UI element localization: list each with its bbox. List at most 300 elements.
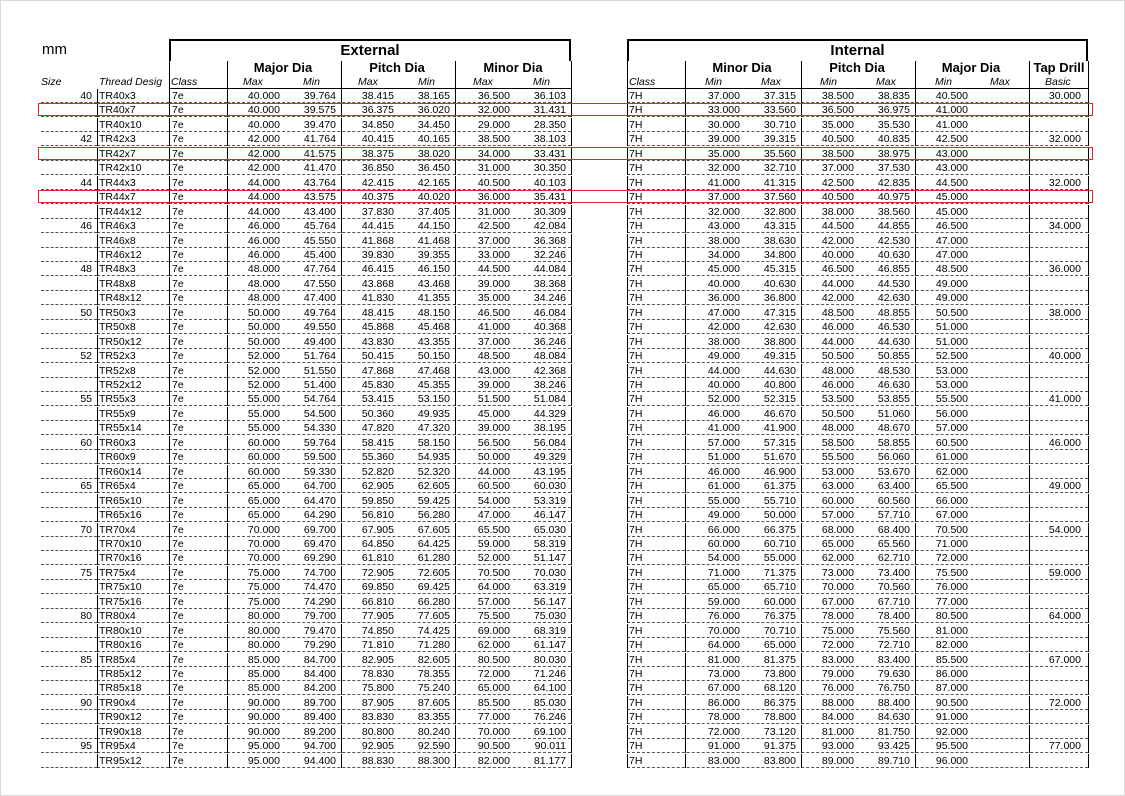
ext-pitch-max-cell: 46.415 xyxy=(361,263,394,276)
ext-major-min-cell: 54.500 xyxy=(303,407,336,420)
ext-major-max-cell: 60.000 xyxy=(247,436,280,449)
int-major-max-cell xyxy=(971,262,1024,276)
ext-major-min-subheader: Min xyxy=(303,76,320,88)
int-minor-min-cell: 73.000 xyxy=(707,668,740,680)
ext-pitch-min-cell: 52.320 xyxy=(417,465,450,478)
ext-major-min-cell: 64.700 xyxy=(303,480,336,493)
size-cell: 48 xyxy=(80,263,92,276)
int-pitch-max-cell: 40.835 xyxy=(877,133,910,146)
ext-pitch-max-cell: 67.905 xyxy=(361,523,394,536)
int-pitch-min-cell: 60.000 xyxy=(821,494,854,507)
table-row xyxy=(1,566,1125,580)
ext-pitch-min-cell: 41.355 xyxy=(417,292,450,305)
ext-pitch-max-cell: 37.830 xyxy=(361,205,394,218)
int-pitch-min-cell: 58.500 xyxy=(821,436,854,449)
int-major-min-cell: 47.000 xyxy=(935,234,968,247)
tap-drill-cell xyxy=(1029,494,1081,508)
ext-minor-max-cell: 37.000 xyxy=(477,335,510,348)
thread-desig-cell: TR50x12 xyxy=(99,335,142,348)
size-cell xyxy=(41,667,92,681)
int-major-max-cell xyxy=(971,205,1024,219)
column-divider xyxy=(1088,335,1089,349)
ext-pitch-max-cell: 47.868 xyxy=(361,364,394,377)
int-minor-min-cell: 55.000 xyxy=(707,494,740,507)
ext-pitch-min-cell: 43.468 xyxy=(417,277,450,290)
int-major-min-cell: 67.000 xyxy=(935,509,968,522)
tap-drill-cell xyxy=(1029,407,1081,421)
tap-drill-cell xyxy=(1029,291,1081,305)
column-divider xyxy=(571,132,572,146)
size-cell xyxy=(41,537,92,551)
class-int-cell: 7H xyxy=(629,118,643,131)
ext-pitch-max-cell: 41.830 xyxy=(361,292,394,305)
thread-desig-cell: TR80x10 xyxy=(99,624,142,637)
column-divider xyxy=(1088,118,1089,132)
column-divider xyxy=(571,725,572,739)
ext-minor-min-cell: 40.103 xyxy=(533,176,566,189)
int-major-min-cell: 77.000 xyxy=(935,595,968,608)
ext-pitch-min-cell: 87.605 xyxy=(417,696,450,709)
ext-minor-min-cell: 61.147 xyxy=(533,639,566,652)
column-divider xyxy=(627,349,628,363)
int-pitch-min-cell: 55.500 xyxy=(821,451,854,464)
ext-major-min-cell: 45.764 xyxy=(303,220,336,233)
ext-major-max-cell: 85.000 xyxy=(247,653,280,666)
ext-minor-max-cell: 48.500 xyxy=(477,350,510,363)
tap-drill-cell xyxy=(1029,551,1081,565)
ext-major-min-cell: 89.200 xyxy=(303,725,336,738)
int-pitch-max-cell: 53.855 xyxy=(877,393,910,406)
ext-major-max-cell: 90.000 xyxy=(247,711,280,724)
class-int-cell: 7H xyxy=(629,537,643,550)
internal-title: Internal xyxy=(627,39,1088,61)
int-pitch-max-subheader: Max xyxy=(876,76,896,88)
int-major-max-cell xyxy=(971,320,1024,334)
column-divider xyxy=(571,277,572,291)
size-cell xyxy=(41,248,92,262)
size-cell xyxy=(41,291,92,305)
ext-minor-max-cell: 31.000 xyxy=(477,162,510,175)
ext-minor-max-cell: 82.000 xyxy=(477,754,510,767)
column-divider xyxy=(97,349,98,363)
ext-major-min-cell: 47.550 xyxy=(303,277,336,290)
ext-major-min-cell: 54.330 xyxy=(303,422,336,435)
int-minor-max-cell: 38.630 xyxy=(763,234,796,247)
int-major-max-cell xyxy=(971,335,1024,349)
ext-minor-max-cell: 52.000 xyxy=(477,552,510,565)
tap-drill-cell xyxy=(1029,508,1081,522)
int-major-max-cell xyxy=(971,479,1024,493)
tap-drill-cell: 59.000 xyxy=(1048,566,1081,579)
ext-pitch-max-cell: 36.850 xyxy=(361,162,394,175)
column-divider xyxy=(571,667,572,681)
ext-pitch-min-cell: 47.468 xyxy=(417,364,450,377)
column-divider xyxy=(627,378,628,392)
class-ext-cell: 7e xyxy=(172,104,184,117)
int-major-min-cell: 70.500 xyxy=(935,523,968,536)
ext-minor-max-cell: 72.000 xyxy=(477,668,510,680)
int-pitch-max-cell: 60.560 xyxy=(877,494,910,507)
size-cell xyxy=(41,277,92,291)
ext-pitch-max-cell: 47.820 xyxy=(361,422,394,435)
int-minor-max-cell: 32.710 xyxy=(763,162,796,175)
int-pitch-min-cell: 76.000 xyxy=(821,682,854,695)
thread-desig-cell: TR48x3 xyxy=(99,263,136,276)
thread-desig-cell: TR90x4 xyxy=(99,696,136,709)
class-int-cell: 7H xyxy=(629,624,643,637)
int-pitch-min-cell: 53.000 xyxy=(821,465,854,478)
ext-pitch-min-subheader: Min xyxy=(418,76,435,88)
table-row xyxy=(1,219,1125,233)
column-divider xyxy=(571,595,572,609)
int-major-max-cell xyxy=(971,465,1024,479)
column-divider xyxy=(1088,739,1089,753)
ext-minor-max-cell: 75.500 xyxy=(477,610,510,623)
column-divider xyxy=(1088,523,1089,537)
column-divider xyxy=(571,710,572,724)
ext-major-max-cell: 65.000 xyxy=(247,494,280,507)
column-divider xyxy=(169,523,170,537)
int-pitch-max-cell: 38.975 xyxy=(877,147,910,160)
column-divider xyxy=(627,580,628,594)
ext-major-max-cell: 48.000 xyxy=(247,277,280,290)
class-int-cell: 7H xyxy=(629,639,643,652)
ext-pitch-min-cell: 50.150 xyxy=(417,350,450,363)
int-major-min-cell: 51.000 xyxy=(935,321,968,334)
int-major-max-cell xyxy=(971,118,1024,132)
table-row xyxy=(1,118,1125,132)
int-minor-max-cell: 42.630 xyxy=(763,321,796,334)
column-divider xyxy=(627,624,628,638)
column-divider xyxy=(169,277,170,291)
ext-pitch-min-cell: 88.300 xyxy=(417,754,450,767)
class-ext-cell: 7e xyxy=(172,696,184,709)
column-divider xyxy=(97,739,98,753)
column-divider xyxy=(571,349,572,363)
int-major-max-cell xyxy=(971,248,1024,262)
column-divider xyxy=(1088,234,1089,248)
int-pitch-max-cell: 72.710 xyxy=(877,639,910,652)
tap-drill-cell: 40.000 xyxy=(1048,350,1081,363)
column-divider xyxy=(169,306,170,320)
int-major-max-cell xyxy=(971,176,1024,190)
int-minor-min-cell: 72.000 xyxy=(707,725,740,738)
ext-pitch-min-cell: 41.468 xyxy=(417,234,450,247)
ext-minor-min-cell: 75.030 xyxy=(533,610,566,623)
tap-drill-cell xyxy=(1029,248,1081,262)
int-pitch-max-cell: 53.670 xyxy=(877,465,910,478)
int-minor-max-cell: 36.800 xyxy=(763,292,796,305)
class-int-cell: 7H xyxy=(629,234,643,247)
int-minor-min-cell: 36.000 xyxy=(707,292,740,305)
int-minor-min-cell: 37.000 xyxy=(707,191,740,204)
ext-minor-max-cell: 34.000 xyxy=(477,147,510,160)
column-divider xyxy=(97,624,98,638)
int-minor-max-cell: 83.800 xyxy=(763,754,796,767)
int-minor-max-cell: 65.710 xyxy=(763,581,796,594)
thread-desig-cell: TR70x4 xyxy=(99,523,136,536)
column-divider xyxy=(169,537,170,551)
int-pitch-max-cell: 38.835 xyxy=(877,90,910,102)
table-row xyxy=(1,696,1125,710)
column-divider xyxy=(627,291,628,305)
table-row xyxy=(1,595,1125,609)
int-pitch-max-cell: 89.710 xyxy=(877,754,910,767)
ext-minor-min-cell: 42.084 xyxy=(533,220,566,233)
int-pitch-min-cell: 38.500 xyxy=(821,90,854,102)
ext-major-min-cell: 45.400 xyxy=(303,248,336,261)
ext-minor-max-cell: 36.000 xyxy=(477,191,510,204)
int-major-max-cell xyxy=(971,624,1024,638)
ext-minor-min-cell: 51.084 xyxy=(533,393,566,406)
ext-minor-max-cell: 37.000 xyxy=(477,234,510,247)
int-major-max-cell xyxy=(971,306,1024,320)
table-row xyxy=(1,739,1125,753)
int-pitch-max-cell: 62.710 xyxy=(877,552,910,565)
ext-major-max-cell: 80.000 xyxy=(247,610,280,623)
size-cell xyxy=(41,320,92,334)
int-major-max-cell xyxy=(971,696,1024,710)
column-divider xyxy=(571,609,572,623)
int-major-min-cell: 48.500 xyxy=(935,263,968,276)
int-pitch-min-subheader: Min xyxy=(820,76,837,88)
table-row xyxy=(1,378,1125,392)
column-divider xyxy=(97,320,98,334)
int-pitch-max-cell: 48.855 xyxy=(877,306,910,319)
int-minor-min-cell: 83.000 xyxy=(707,754,740,767)
thread-desig-cell: TR85x4 xyxy=(99,653,136,666)
ext-pitch-min-cell: 43.355 xyxy=(417,335,450,348)
ext-major-max-cell: 65.000 xyxy=(247,509,280,522)
ext-pitch-min-cell: 38.020 xyxy=(417,147,450,160)
int-minor-min-cell: 38.000 xyxy=(707,335,740,348)
thread-desig-cell: TR95x4 xyxy=(99,740,136,753)
int-major-min-cell: 71.000 xyxy=(935,537,968,550)
int-pitch-min-cell: 40.500 xyxy=(821,133,854,146)
int-major-max-cell xyxy=(971,595,1024,609)
ext-major-max-cell: 70.000 xyxy=(247,552,280,565)
thread-desig-cell: TR44x3 xyxy=(99,176,136,189)
int-pitch-max-cell: 63.400 xyxy=(877,480,910,493)
ext-minor-min-cell: 46.147 xyxy=(533,509,566,522)
ext-pitch-min-cell: 40.165 xyxy=(417,133,450,146)
int-major-min-cell: 53.000 xyxy=(935,364,968,377)
tap-drill-cell xyxy=(1029,118,1081,132)
column-divider xyxy=(627,537,628,551)
table-row xyxy=(1,248,1125,262)
tap-drill-cell: 38.000 xyxy=(1048,306,1081,319)
column-divider xyxy=(97,219,98,233)
int-major-min-cell: 75.500 xyxy=(935,566,968,579)
int-pitch-max-cell: 70.560 xyxy=(877,581,910,594)
table-row xyxy=(1,190,1125,204)
column-divider xyxy=(169,754,170,768)
ext-major-min-cell: 43.400 xyxy=(303,205,336,218)
int-pitch-min-cell: 48.000 xyxy=(821,422,854,435)
int-minor-max-cell: 81.375 xyxy=(763,653,796,666)
tap-drill-cell: 32.000 xyxy=(1048,133,1081,146)
ext-pitch-max-cell: 72.905 xyxy=(361,566,394,579)
class-ext-cell: 7e xyxy=(172,552,184,565)
column-divider xyxy=(571,176,572,190)
thread-desig-cell: TR95x12 xyxy=(99,754,142,767)
column-divider xyxy=(571,494,572,508)
tap-drill-cell xyxy=(1029,725,1081,739)
table-row xyxy=(1,710,1125,724)
size-cell: 80 xyxy=(80,610,92,623)
table-row xyxy=(1,667,1125,681)
column-divider xyxy=(1088,566,1089,580)
size-cell xyxy=(41,118,92,132)
class-ext-cell: 7e xyxy=(172,581,184,594)
size-cell: 52 xyxy=(80,350,92,363)
ext-minor-max-cell: 77.000 xyxy=(477,711,510,724)
int-minor-max-cell: 57.315 xyxy=(763,436,796,449)
ext-pitch-max-cell: 53.415 xyxy=(361,393,394,406)
thread-desig-cell: TR40x7 xyxy=(99,104,136,117)
class-ext-cell: 7e xyxy=(172,610,184,623)
int-minor-min-cell: 41.000 xyxy=(707,176,740,189)
ext-major-max-cell: 90.000 xyxy=(247,696,280,709)
int-minor-max-cell: 60.710 xyxy=(763,537,796,550)
ext-major-min-cell: 59.500 xyxy=(303,451,336,464)
ext-minor-min-cell: 38.103 xyxy=(533,133,566,146)
column-divider xyxy=(97,277,98,291)
class-int-cell: 7H xyxy=(629,480,643,493)
int-major-max-cell xyxy=(971,537,1024,551)
column-divider xyxy=(571,234,572,248)
ext-pitch-min-cell: 46.150 xyxy=(417,263,450,276)
ext-major-max-cell: 75.000 xyxy=(247,566,280,579)
size-subheader: Size xyxy=(41,76,62,88)
thread-desig-cell: TR85x12 xyxy=(99,668,142,680)
ext-major-dia-header: Major Dia xyxy=(253,60,313,75)
ext-major-min-cell: 94.400 xyxy=(303,754,336,767)
column-divider xyxy=(627,262,628,276)
thread-desig-cell: TR60x9 xyxy=(99,451,136,464)
ext-pitch-min-cell: 48.150 xyxy=(417,306,450,319)
ext-pitch-min-cell: 71.280 xyxy=(417,639,450,652)
column-divider xyxy=(627,595,628,609)
class-int-subheader: Class xyxy=(629,76,656,88)
int-minor-min-cell: 54.000 xyxy=(707,552,740,565)
int-minor-min-cell: 37.000 xyxy=(707,90,740,102)
column-divider xyxy=(97,262,98,276)
column-divider xyxy=(97,696,98,710)
column-divider xyxy=(97,161,98,175)
thread-desig-cell: TR70x10 xyxy=(99,537,142,550)
thread-desig-cell: TR46x12 xyxy=(99,248,142,261)
ext-minor-max-cell: 64.000 xyxy=(477,581,510,594)
ext-major-min-cell: 39.470 xyxy=(303,118,336,131)
class-int-cell: 7H xyxy=(629,552,643,565)
ext-minor-max-cell: 70.000 xyxy=(477,725,510,738)
ext-major-max-cell: 95.000 xyxy=(247,740,280,753)
column-divider xyxy=(1088,667,1089,681)
ext-pitch-min-cell: 49.935 xyxy=(417,407,450,420)
column-divider xyxy=(97,205,98,219)
int-minor-max-cell: 50.000 xyxy=(763,509,796,522)
ext-major-max-cell: 75.000 xyxy=(247,595,280,608)
ext-major-max-cell: 46.000 xyxy=(247,220,280,233)
column-divider xyxy=(169,725,170,739)
int-major-max-cell xyxy=(971,364,1024,378)
thread-desig-cell: TR42x3 xyxy=(99,133,136,146)
column-divider xyxy=(169,378,170,392)
column-divider xyxy=(1088,291,1089,305)
int-minor-min-cell: 91.000 xyxy=(707,740,740,753)
int-minor-min-cell: 45.000 xyxy=(707,263,740,276)
column-divider xyxy=(169,653,170,667)
int-major-min-cell: 95.500 xyxy=(935,740,968,753)
column-divider xyxy=(571,161,572,175)
tap-drill-cell xyxy=(1029,335,1081,349)
column-divider xyxy=(97,537,98,551)
int-pitch-min-cell: 46.000 xyxy=(821,321,854,334)
ext-pitch-min-cell: 54.935 xyxy=(417,451,450,464)
int-major-min-cell: 43.000 xyxy=(935,147,968,160)
thread-desig-cell: TR50x3 xyxy=(99,306,136,319)
int-minor-min-cell: 61.000 xyxy=(707,480,740,493)
column-divider xyxy=(97,523,98,537)
column-divider xyxy=(169,479,170,493)
ext-minor-min-cell: 69.100 xyxy=(533,725,566,738)
ext-major-max-cell: 52.000 xyxy=(247,350,280,363)
class-ext-cell: 7e xyxy=(172,639,184,652)
ext-major-min-cell: 39.575 xyxy=(303,104,336,117)
tap-drill-cell xyxy=(1029,580,1081,594)
column-divider xyxy=(169,176,170,190)
column-divider xyxy=(1088,710,1089,724)
ext-pitch-min-cell: 78.355 xyxy=(417,668,450,680)
tap-drill-cell xyxy=(1029,450,1081,464)
int-pitch-min-cell: 42.000 xyxy=(821,234,854,247)
ext-pitch-max-cell: 80.800 xyxy=(361,725,394,738)
column-divider xyxy=(1088,450,1089,464)
class-int-cell: 7H xyxy=(629,711,643,724)
ext-pitch-max-cell: 44.415 xyxy=(361,220,394,233)
int-major-min-cell: 44.500 xyxy=(935,176,968,189)
column-divider xyxy=(97,421,98,435)
class-ext-cell: 7e xyxy=(172,292,184,305)
column-divider xyxy=(1088,624,1089,638)
int-major-min-cell: 60.500 xyxy=(935,436,968,449)
int-pitch-max-cell: 76.750 xyxy=(877,682,910,695)
int-major-max-cell xyxy=(971,551,1024,565)
thread-desig-cell: TR42x10 xyxy=(99,162,142,175)
thread-desig-cell: TR60x3 xyxy=(99,436,136,449)
header-divider xyxy=(571,61,572,89)
column-divider xyxy=(1088,653,1089,667)
int-minor-min-cell: 34.000 xyxy=(707,248,740,261)
class-ext-cell: 7e xyxy=(172,754,184,767)
column-divider xyxy=(1088,306,1089,320)
int-major-max-cell xyxy=(971,494,1024,508)
thread-desig-cell: TR85x18 xyxy=(99,682,142,695)
ext-major-min-cell: 74.700 xyxy=(303,566,336,579)
int-pitch-max-cell: 46.530 xyxy=(877,321,910,334)
ext-minor-min-cell: 31.431 xyxy=(533,104,566,117)
ext-major-max-cell: 50.000 xyxy=(247,335,280,348)
column-divider xyxy=(97,248,98,262)
int-pitch-dia-header: Pitch Dia xyxy=(829,60,885,75)
column-divider xyxy=(169,262,170,276)
column-divider xyxy=(627,696,628,710)
ext-pitch-dia-header: Pitch Dia xyxy=(369,60,425,75)
ext-pitch-min-cell: 44.150 xyxy=(417,220,450,233)
ext-major-max-cell: 60.000 xyxy=(247,451,280,464)
int-major-max-cell xyxy=(971,219,1024,233)
